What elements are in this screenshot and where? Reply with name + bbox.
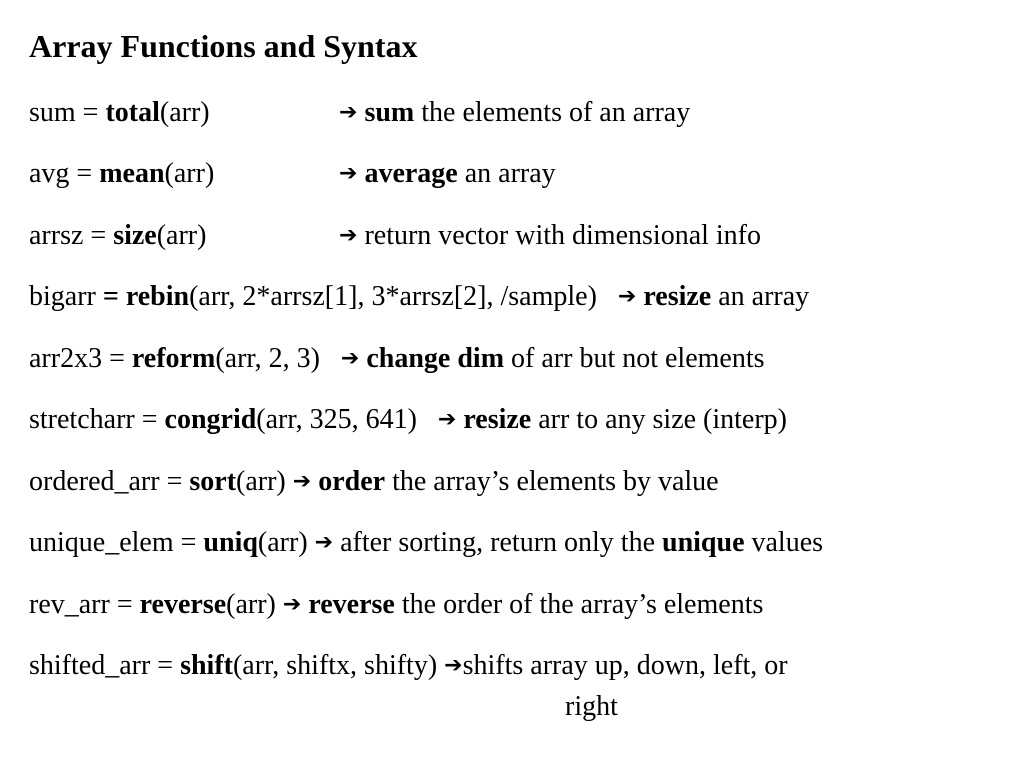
function-args: (arr, 325, 641) <box>256 404 417 435</box>
function-args: (arr, 2, 3) <box>215 343 320 374</box>
function-name: reverse <box>139 589 227 620</box>
desc-bold: reverse <box>308 589 395 620</box>
desc-bold: order <box>318 466 386 497</box>
desc-bold: unique <box>662 527 745 558</box>
row-lhs: bigarr <box>29 281 103 312</box>
function-name: size <box>113 220 157 251</box>
row-arr2x3 <box>29 342 765 376</box>
function-args: (arr, 2*arrsz[1], 3*arrsz[2], /sample) <box>189 281 597 312</box>
desc-rest: of arr but not elements <box>504 343 765 374</box>
function-args: (arr) <box>257 527 308 558</box>
row-description <box>339 96 690 130</box>
desc-rest: the array’s elements by value <box>385 466 719 497</box>
row-lhs: sum = <box>29 97 106 128</box>
row-shifted-arr <box>29 649 788 683</box>
row-lhs-equals: = <box>102 281 126 312</box>
desc-rest: shifts array up, down, left, or <box>462 650 788 681</box>
right-arrow-icon: ➔ <box>617 284 637 309</box>
right-arrow-icon: ➔ <box>292 469 312 494</box>
right-arrow-icon: ➔ <box>339 161 358 186</box>
right-arrow-icon: ➔ <box>314 530 334 555</box>
right-arrow-icon: ➔ <box>282 592 302 617</box>
function-name: total <box>105 97 160 128</box>
row-sum <box>29 96 691 130</box>
row-rev-arr <box>29 588 763 622</box>
function-name: congrid <box>164 404 257 435</box>
right-arrow-icon: ➔ <box>339 100 358 125</box>
function-args: (arr) <box>164 158 215 189</box>
row-lhs: arr2x3 = <box>29 343 132 374</box>
row-unique-elem <box>29 526 823 560</box>
desc-rest: values <box>744 527 824 558</box>
desc-bold: sum <box>364 97 415 128</box>
row-stretcharr <box>29 403 787 437</box>
right-arrow-icon: ➔ <box>339 223 358 248</box>
right-arrow-icon: ➔ <box>444 653 463 678</box>
desc-rest: an array <box>457 158 556 189</box>
desc-bold: resize <box>643 281 712 312</box>
row-lhs: arrsz = <box>29 220 114 251</box>
row-lhs: shifted_arr = <box>29 650 181 681</box>
row-description <box>339 157 556 191</box>
desc-rest: the order of the array’s elements <box>394 589 764 620</box>
desc-rest: an array <box>711 281 810 312</box>
desc-bold: average <box>364 158 458 189</box>
function-name: uniq <box>203 527 258 558</box>
function-args: (arr) <box>156 220 207 251</box>
desc-pre: after sorting, return only the <box>340 527 662 558</box>
row-lhs: ordered_arr = <box>29 466 190 497</box>
row-lhs: stretcharr = <box>29 404 165 435</box>
desc-rest: arr to any size (interp) <box>531 404 788 435</box>
row-ordered-arr <box>29 465 719 499</box>
row-description <box>339 219 761 253</box>
row-arrsz <box>29 219 762 253</box>
row-lhs: avg = <box>29 158 100 189</box>
row-lhs: rev_arr = <box>29 589 140 620</box>
desc-bold: resize <box>463 404 532 435</box>
function-name: rebin <box>125 281 190 312</box>
right-arrow-icon: ➔ <box>437 407 457 432</box>
desc-rest: return vector with dimensional info <box>364 220 762 251</box>
desc-bold: change dim <box>366 343 505 374</box>
row-lhs: unique_elem = <box>29 527 204 558</box>
slide-title: Array Functions and Syntax <box>29 28 418 64</box>
function-name: reform <box>131 343 216 374</box>
function-args: (arr) <box>159 97 210 128</box>
function-args: (arr) <box>236 466 286 497</box>
right-arrow-icon: ➔ <box>340 346 360 371</box>
row-shifted-arr-wrap: right <box>565 691 618 722</box>
function-args: (arr) <box>226 589 276 620</box>
function-name: sort <box>189 466 237 497</box>
row-bigarr <box>29 280 809 314</box>
function-args: (arr, shiftx, shifty) <box>232 650 438 681</box>
desc-rest: the elements of an array <box>414 97 691 128</box>
function-name: mean <box>99 158 165 189</box>
row-avg <box>29 157 556 191</box>
function-name: shift <box>180 650 233 681</box>
